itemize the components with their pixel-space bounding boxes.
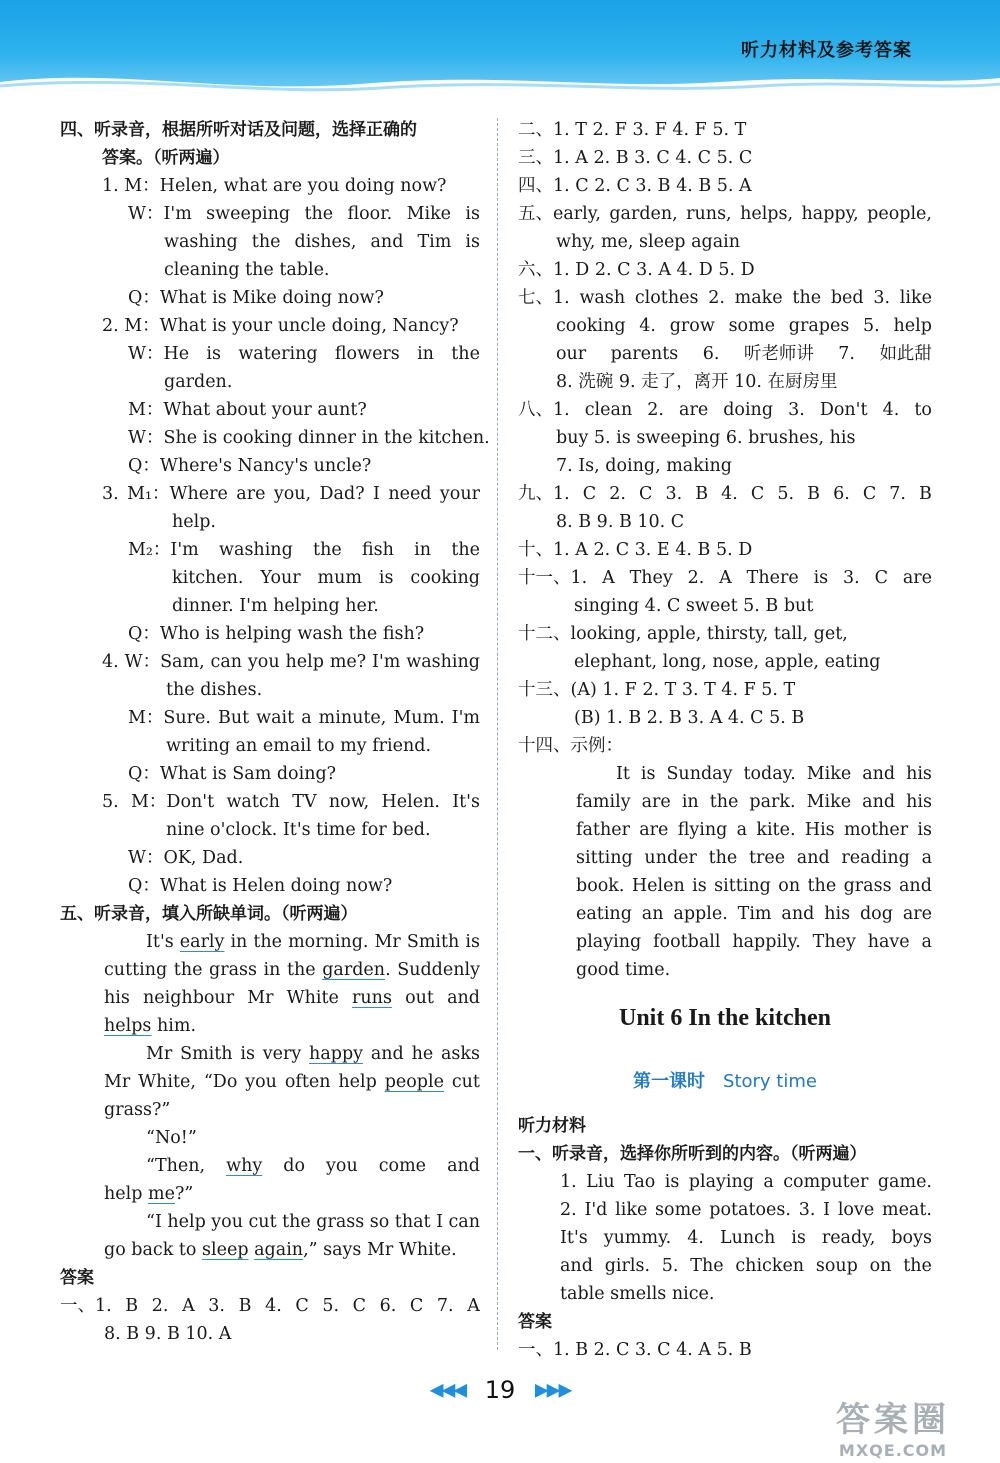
- answer-line: 十四、示例：: [518, 736, 623, 756]
- text-line: Mr Smith is very happy and he asks: [146, 1044, 480, 1064]
- answer-line: 8. B 9. B 10. C: [556, 512, 685, 532]
- answer-line: 十三、(A) 1. F 2. T 3. T 4. F 5. T: [518, 680, 796, 700]
- listening-line: 一、1. B 2. C 3. C 4. A 5. B: [518, 1340, 752, 1360]
- text-line: M：Sure. But wait a minute, Mum. I'm: [128, 708, 480, 728]
- prev-arrows-icon: ◀◀◀: [429, 1379, 466, 1401]
- lesson-en: Story time: [723, 1071, 817, 1092]
- watermark-logo-text: 答案圈: [836, 1400, 950, 1440]
- text-line: writing an email to my friend.: [166, 736, 432, 756]
- text-line: W：She is cooking dinner in the kitchen.: [128, 428, 490, 448]
- text-line: 5. M：Don't watch TV now, Helen. It's: [102, 792, 480, 812]
- lesson-heading: [518, 1052, 932, 1112]
- text-line: 答案: [60, 1268, 94, 1288]
- column-divider: [497, 118, 498, 1350]
- text-line: W：He is watering flowers in the: [128, 344, 480, 364]
- answer-line: playing football happily. They have a: [576, 932, 932, 952]
- text-line: help me?”: [104, 1184, 194, 1204]
- answer-line: It is Sunday today. Mike and his: [616, 764, 932, 784]
- text-line: Q：What is Sam doing?: [128, 764, 337, 784]
- text-line: 2. M：What is your uncle doing, Nancy?: [102, 316, 459, 336]
- text-line: Q：What is Mike doing now?: [128, 288, 384, 308]
- text-line: Q：Where's Nancy's uncle?: [128, 456, 372, 476]
- answer-line: father are flying a kite. His mother is: [576, 820, 932, 840]
- text-line: 1. M：Helen, what are you doing now?: [102, 176, 447, 196]
- text-line: M：What about your aunt?: [128, 400, 367, 420]
- answer-line: (B) 1. B 2. B 3. A 4. C 5. B: [574, 708, 805, 728]
- answer-line: 五、early, garden, runs, helps, happy, people,: [518, 204, 932, 224]
- text-line: dinner. I'm helping her.: [172, 596, 379, 616]
- text-line: W：I'm sweeping the floor. Mike is: [128, 204, 480, 224]
- answer-line: 八、1. clean 2. are doing 3. Don't 4. to: [518, 400, 932, 420]
- answer-line: 九、1. C 2. C 3. B 4. C 5. B 6. C 7. B: [518, 484, 932, 504]
- listening-line: 一、听录音，选择你所听到的内容。（听两遍）: [518, 1144, 867, 1164]
- text-line: kitchen. Your mum is cooking: [172, 568, 480, 588]
- answer-line: 二、1. T 2. F 3. F 4. F 5. T: [518, 120, 747, 140]
- answer-line: cooking 4. grow some grapes 5. help: [556, 316, 932, 336]
- text-line: his neighbour Mr White runs out and: [104, 988, 480, 1008]
- unit-title: Unit 6 In the kitchen: [618, 1005, 832, 1031]
- next-arrows-icon: ▶▶▶: [534, 1379, 571, 1401]
- text-line: 4. W：Sam, can you help me? I'm washing: [102, 652, 480, 672]
- answer-line: sitting under the tree and reading a: [576, 848, 932, 868]
- text-line: go back to sleep again,” says Mr White.: [104, 1240, 457, 1260]
- text-line: washing the dishes, and Tim is: [164, 232, 480, 252]
- text-line: M₂：I'm washing the fish in the: [128, 540, 480, 560]
- left-column: [60, 116, 490, 1348]
- text-line: 8. B 9. B 10. A: [104, 1324, 232, 1344]
- text-line: 四、听录音，根据所听对话及问题，选择正确的: [60, 120, 417, 140]
- text-line: the dishes.: [166, 680, 263, 700]
- text-line: help.: [172, 512, 216, 532]
- listening-line: and girls. 5. The chicken soup on the: [560, 1256, 932, 1276]
- text-line: Q：Who is helping wash the fish?: [128, 624, 425, 644]
- answer-line: good time.: [576, 960, 671, 980]
- site-watermark: [798, 1392, 988, 1458]
- page-number: 19: [484, 1376, 516, 1404]
- right-column: [518, 116, 932, 1364]
- answer-line: family are in the park. Mike and his: [576, 792, 932, 812]
- answer-line: why, me, sleep again: [556, 232, 741, 252]
- text-line: “I help you cut the grass so that I can: [146, 1212, 480, 1232]
- answer-line: book. Helen is sitting on the grass and: [576, 876, 932, 896]
- answers-block: [518, 116, 932, 984]
- answer-line: eating an apple. Tim and his dog are: [576, 904, 932, 924]
- answer-line: buy 5. is sweeping 6. brushes, his: [556, 428, 856, 448]
- text-line: “No!”: [146, 1128, 197, 1148]
- listening-block: [518, 1112, 932, 1364]
- answer-line: 十一、1. A They 2. A There is 3. C are: [518, 568, 932, 588]
- watermark-url: MXQE.COM: [838, 1441, 948, 1460]
- answer-line: elephant, long, nose, apple, eating: [574, 652, 881, 672]
- text-line: “Then, why do you come and: [146, 1156, 480, 1176]
- listening-line: 听力材料: [518, 1116, 586, 1136]
- text-line: 一、1. B 2. A 3. B 4. C 5. C 6. C 7. A: [60, 1296, 480, 1316]
- text-line: It's early in the morning. Mr Smith is: [146, 932, 480, 952]
- answer-line: our parents 6. 听老师讲 7. 如此甜: [556, 344, 932, 364]
- header-title: 听力材料及参考答案: [741, 40, 912, 61]
- text-line: cleaning the table.: [164, 260, 330, 280]
- answer-line: 七、1. wash clothes 2. make the bed 3. like: [518, 288, 932, 308]
- text-line: W：OK, Dad.: [128, 848, 244, 868]
- listening-line: table smells nice.: [560, 1284, 715, 1304]
- text-line: grass?”: [104, 1100, 171, 1120]
- text-line: cutting the grass in the garden. Suddenly: [104, 960, 480, 980]
- lesson-cn: 第一课时: [633, 1071, 706, 1092]
- text-line: Q：What is Helen doing now?: [128, 876, 393, 896]
- text-line: garden.: [164, 372, 233, 392]
- answer-line: 六、1. D 2. C 3. A 4. D 5. D: [518, 260, 755, 280]
- answer-line: 十、1. A 2. C 3. E 4. B 5. D: [518, 540, 753, 560]
- listening-line: 2. I'd like some potatoes. 3. I love meat.: [560, 1200, 932, 1220]
- answer-line: singing 4. C sweet 5. B but: [574, 596, 814, 616]
- listening-line: It's yummy. 4. Lunch is ready, boys: [560, 1228, 932, 1248]
- answer-line: 四、1. C 2. C 3. B 4. B 5. A: [518, 176, 752, 196]
- answer-line: 7. Is, doing, making: [556, 456, 732, 476]
- answer-line: 十二、looking, apple, thirsty, tall, get,: [518, 624, 848, 644]
- text-line: Mr White, “Do you often help people cut: [104, 1072, 480, 1092]
- text-line: 答案。（听两遍）: [102, 148, 230, 168]
- listening-line: 1. Liu Tao is playing a computer game.: [560, 1172, 932, 1192]
- text-line: nine o'clock. It's time for bed.: [166, 820, 431, 840]
- text-line: helps him.: [104, 1016, 197, 1036]
- listening-line: 答案: [518, 1312, 552, 1332]
- text-line: 3. M₁：Where are you, Dad? I need your: [102, 484, 480, 504]
- answer-line: 三、1. A 2. B 3. C 4. C 5. C: [518, 148, 753, 168]
- page-header-band: [0, 0, 1000, 100]
- header-wave-decoration: [0, 60, 1000, 100]
- text-line: 五、听录音，填入所缺单词。（听两遍）: [60, 904, 358, 924]
- answer-line: 8. 洗碗 9. 走了，离开 10. 在厨房里: [556, 372, 838, 392]
